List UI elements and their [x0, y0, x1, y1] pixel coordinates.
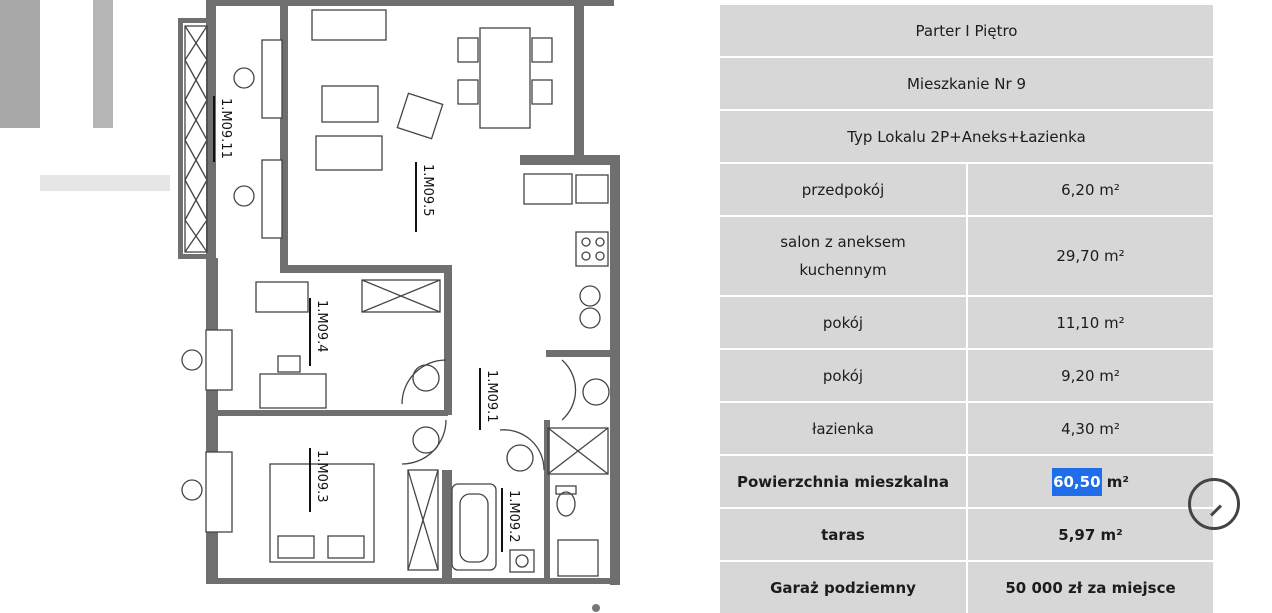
room-label-living: 1.M09.5 [420, 164, 435, 217]
room-area-cell: 29,70 m² [968, 217, 1213, 295]
living-area-label: Powierzchnia mieszkalna [720, 456, 966, 507]
room-name-cell: przedpokój [720, 164, 966, 215]
clock-icon[interactable] [1188, 478, 1240, 530]
floor-cell: Parter I Piętro [720, 5, 1213, 56]
living-area-value [968, 456, 1213, 507]
apartment-info-table [720, 5, 1213, 613]
room-name-cell: pokój [720, 297, 966, 348]
dot-marker [592, 604, 600, 612]
apartment-type-cell: Typ Lokalu 2P+Aneks+Łazienka [720, 111, 1213, 162]
watermark-shape [93, 0, 113, 128]
garage-value: 50 000 zł za miejsce [968, 562, 1213, 613]
living-area-selected-text[interactable]: 60,50 [1052, 468, 1101, 496]
apartment-number-cell: Mieszkanie Nr 9 [720, 58, 1213, 109]
room-name-cell [720, 217, 966, 295]
room-label-bedroom: 1.M09.3 [314, 450, 329, 503]
room-label-bathroom: 1.M09.2 [506, 490, 521, 543]
watermark-shape [0, 0, 40, 128]
room-area-cell: 11,10 m² [968, 297, 1213, 348]
watermark-shape [40, 175, 170, 191]
terrace-label: taras [720, 509, 966, 560]
room-area-cell: 4,30 m² [968, 403, 1213, 454]
room-name-cell: łazienka [720, 403, 966, 454]
room-label-room4: 1.M09.4 [314, 300, 329, 353]
room-name-line1: salon z aneksem [780, 233, 906, 251]
room-area-cell: 6,20 m² [968, 164, 1213, 215]
terrace-value: 5,97 m² [968, 509, 1213, 560]
room-label-balcony: 1.M09.11 [218, 98, 233, 159]
floor-plan [170, 0, 650, 608]
room-area-cell: 9,20 m² [968, 350, 1213, 401]
garage-label: Garaż podziemny [720, 562, 966, 613]
room-label-hall: 1.M09.1 [484, 370, 499, 423]
room-name-cell: pokój [720, 350, 966, 401]
living-area-unit: m² [1101, 472, 1129, 491]
room-name-line2: kuchennym [799, 261, 887, 279]
